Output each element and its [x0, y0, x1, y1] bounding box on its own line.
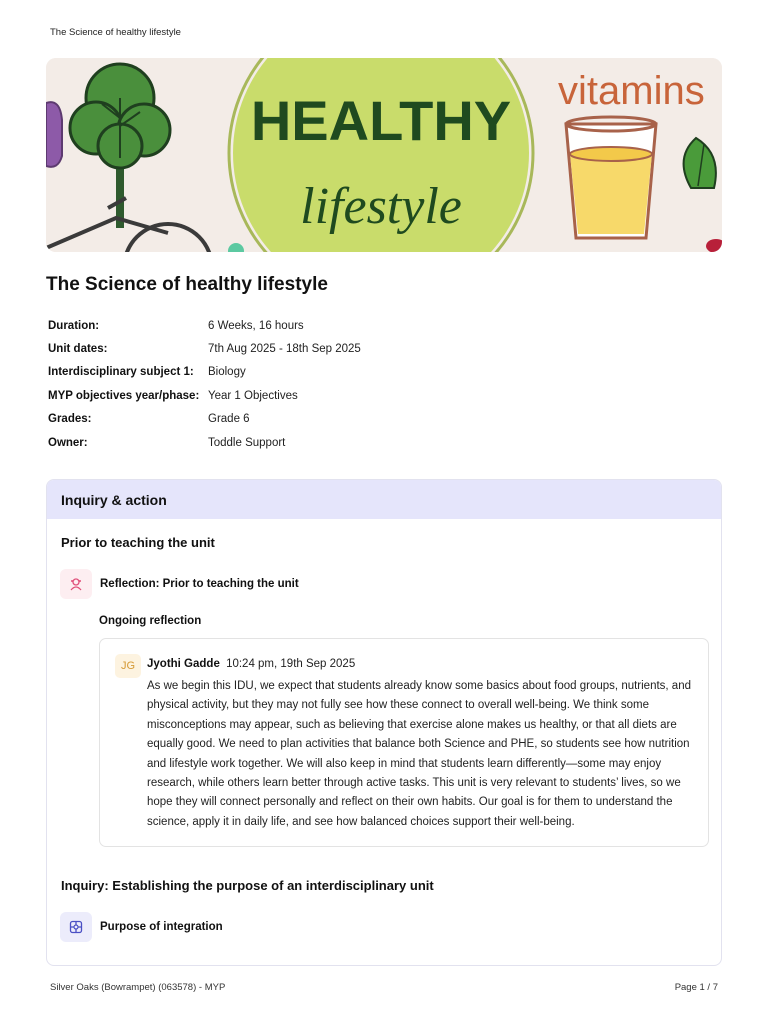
purpose-item-label: Purpose of integration: [100, 921, 223, 933]
detail-row-unit-dates: [48, 337, 361, 360]
detail-label: Duration:: [48, 319, 100, 332]
inquiry-action-section: [46, 479, 722, 966]
unit-details: [48, 314, 361, 454]
comment-card: [99, 638, 709, 847]
detail-value: Biology: [208, 366, 246, 379]
reflection-icon: [60, 569, 92, 599]
section-header: Inquiry & action: [47, 480, 721, 519]
detail-row-grades: [48, 408, 361, 431]
detail-row-duration: [48, 314, 361, 337]
detail-row-subject: [48, 361, 361, 384]
detail-value: Toddle Support: [208, 436, 286, 449]
comment-timestamp: 10:24 pm, 19th Sep 2025: [226, 658, 356, 670]
comment-meta: [147, 658, 355, 670]
detail-label: Interdisciplinary subject 1:: [48, 366, 194, 379]
detail-label: MYP objectives year/phase:: [48, 389, 200, 402]
detail-value: 7th Aug 2025 - 18th Sep 2025: [208, 343, 361, 356]
reflection-item[interactable]: [60, 569, 299, 599]
detail-value: Grade 6: [208, 413, 250, 426]
comment-author: Jyothi Gadde: [147, 658, 220, 670]
reflection-item-label: Reflection: Prior to teaching the unit: [100, 578, 299, 590]
detail-value: Year 1 Objectives: [208, 389, 298, 402]
detail-label: Owner:: [48, 436, 88, 449]
banner-side-word: vitamins: [558, 69, 705, 113]
detail-label: Grades:: [48, 413, 92, 426]
footer-school: Silver Oaks (Bowrampet) (063578) - MYP: [50, 982, 226, 993]
purpose-of-integration-item[interactable]: [60, 912, 223, 942]
ongoing-reflection-label: Ongoing reflection: [99, 615, 202, 627]
unit-title: The Science of healthy lifestyle: [46, 274, 328, 295]
unit-banner-image: [46, 58, 722, 252]
detail-label: Unit dates:: [48, 343, 108, 356]
banner-subheading-text: lifestyle: [300, 178, 462, 235]
detail-row-owner: [48, 431, 361, 454]
comment-body: As we begin this IDU, we expect that students already know some basics about food groups, nutrients, and physical activity, but they may not fully see how these connect to overall well-being. We think some misconceptions may appear, such as believing that exercise alone makes us healthy, or that all diets are equally good. We need to plan activities that balance both Science and PHE, so students see how nutrition and lifestyle work together. We will also keep in mind that students learn differently—some may enjoy research, while others learn better through active tasks. This unit is very relevant to students’ lives, so we hope they will connect personally and reflect on their own habits. Our goal is for them to understand the science, apply it in daily life, and see how balanced choices support their well-being.: [147, 680, 691, 828]
footer-page-number: Page 1 / 7: [674, 982, 718, 993]
detail-row-objectives: [48, 384, 361, 407]
integration-icon: [60, 912, 92, 942]
prior-to-teaching-heading: Prior to teaching the unit: [61, 535, 215, 550]
detail-value: 6 Weeks, 16 hours: [208, 319, 304, 332]
banner-heading-text: HEALTHY: [250, 89, 512, 152]
document-header-title: The Science of healthy lifestyle: [50, 27, 181, 38]
avatar: JG: [115, 654, 141, 678]
inquiry-purpose-heading: Inquiry: Establishing the purpose of an interdisciplinary unit: [61, 878, 434, 893]
